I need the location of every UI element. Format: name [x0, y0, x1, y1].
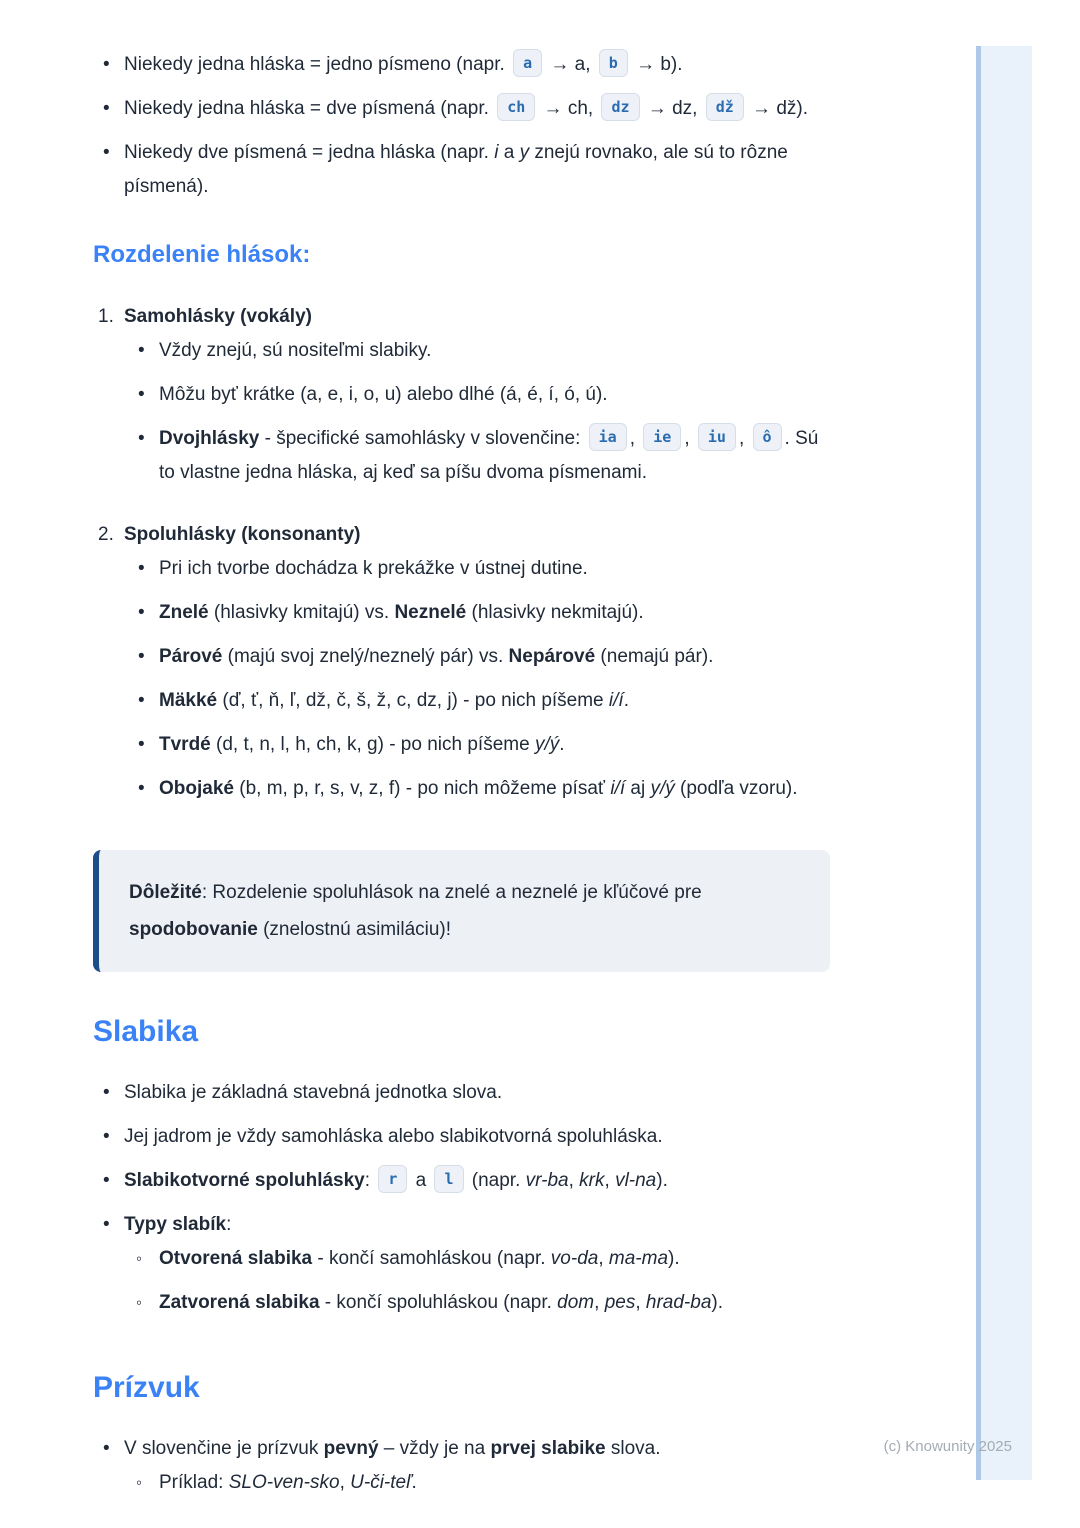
- list-item: [124, 422, 830, 490]
- text-segment: :: [364, 1170, 376, 1191]
- list-item-body: [159, 728, 830, 762]
- bullet-marker: •: [138, 340, 145, 361]
- text-segment: Slabika je základná stavebná jednotka slova.: [124, 1082, 503, 1103]
- text-segment: (d, t, n, l, h, ch, k, g) - po nich píšeme: [210, 734, 535, 755]
- text-segment: → ch,: [538, 98, 599, 119]
- text-segment: → dz,: [642, 98, 703, 119]
- text-segment: (b, m, p, r, s, v, z, f) - po nich môžeme písať: [233, 778, 611, 799]
- text-segment: vo-da: [550, 1248, 599, 1269]
- bullet-list: [93, 1076, 830, 1330]
- bullet-marker: •: [103, 142, 110, 163]
- bullet-marker: •: [103, 98, 110, 119]
- bullet-marker: ◦: [136, 1249, 143, 1268]
- text-segment: vl-na: [615, 1170, 657, 1191]
- text-segment: Obojaké: [159, 778, 234, 799]
- bullet-marker: •: [138, 778, 145, 799]
- list-item-body: [159, 684, 830, 718]
- text-line: [159, 422, 830, 490]
- text-segment: i: [494, 142, 499, 163]
- text-segment: a: [498, 142, 520, 163]
- code-chip: a: [513, 49, 542, 77]
- list-item-body: [159, 1242, 830, 1276]
- text-segment: Samohlásky (vokály): [124, 306, 312, 327]
- section-heading: Rozdelenie hlások:: [93, 241, 311, 268]
- text-segment: ,: [339, 1472, 351, 1493]
- text-line: [124, 1432, 830, 1466]
- text-segment: :: [226, 1214, 232, 1235]
- text-segment: (napr.: [466, 1170, 526, 1191]
- text-segment: ).: [711, 1292, 724, 1313]
- list-item: [93, 136, 830, 204]
- code-chip: l: [434, 1165, 463, 1193]
- text-segment: y/ý: [650, 778, 675, 799]
- text-segment: Pri ich tvorbe dochádza k prekážke v ústnej dutine.: [159, 558, 588, 579]
- list-item-body: [124, 136, 830, 204]
- list-item-body: [124, 1208, 830, 1330]
- text-segment: Typy slabík: [124, 1214, 227, 1235]
- text-segment: Môžu byť krátke (a, e, i, o, u) alebo dlhé (á, é, í, ó, ú).: [159, 384, 608, 405]
- text-segment: slova.: [605, 1438, 661, 1459]
- code-chip: r: [378, 1165, 407, 1193]
- list-item: [124, 1242, 830, 1276]
- text-line: [124, 1164, 830, 1198]
- text-segment: ,: [635, 1292, 646, 1313]
- bullet-marker: •: [103, 1082, 110, 1103]
- text-segment: Dôležité: [129, 882, 202, 903]
- text-segment: → a,: [545, 54, 596, 75]
- text-segment: Znelé: [159, 602, 209, 623]
- text-segment: Otvorená slabika: [159, 1248, 313, 1269]
- text-segment: (podľa vzoru).: [674, 778, 798, 799]
- list-item: [93, 1432, 830, 1510]
- text-line: [159, 772, 830, 806]
- text-segment: Slabikotvorné spoluhlásky: [124, 1170, 365, 1191]
- document-content: [93, 48, 830, 1520]
- list-item-body: [124, 1076, 830, 1110]
- list-item: [124, 552, 830, 586]
- text-segment: Nepárové: [508, 646, 596, 667]
- text-segment: ,: [604, 1170, 616, 1191]
- list-item: [93, 92, 830, 126]
- text-segment: Vždy znejú, sú nositeľmi slabiky.: [159, 340, 432, 361]
- text-segment: (hlasivky kmitajú) vs.: [208, 602, 395, 623]
- text-line: [124, 518, 830, 552]
- text-line: [124, 300, 830, 334]
- text-segment: ,: [629, 428, 641, 449]
- bullet-marker: •: [138, 384, 145, 405]
- text-segment: . Sú to vlastne jedna hláska, aj keď sa píšu dvoma písmenami.: [159, 428, 819, 483]
- text-segment: Jej jadrom je vždy samohláska alebo slabikotvorná spoluhláska.: [124, 1126, 663, 1147]
- bullet-marker: •: [138, 428, 145, 449]
- text-line: [159, 1242, 830, 1276]
- list-item-body: [159, 1466, 830, 1500]
- sub-list: [124, 334, 830, 490]
- text-segment: Párové: [159, 646, 223, 667]
- text-segment: U-či-teľ: [350, 1472, 412, 1493]
- text-line: [159, 1466, 830, 1500]
- text-segment: krk: [579, 1170, 605, 1191]
- text-line: [159, 684, 830, 718]
- text-segment: y: [519, 142, 530, 163]
- text-segment: spodobovanie: [129, 919, 258, 940]
- text-segment: (hlasivky nekmitajú).: [466, 602, 644, 623]
- text-segment: ,: [594, 1292, 605, 1313]
- code-chip: ô: [753, 423, 782, 451]
- list-item: [93, 518, 830, 816]
- text-line: [159, 378, 830, 412]
- text-segment: y/ý: [534, 734, 560, 755]
- text-segment: prvej slabike: [490, 1438, 606, 1459]
- list-item-body: [124, 1164, 830, 1198]
- text-segment: ,: [598, 1248, 609, 1269]
- text-line: [124, 1208, 830, 1242]
- text-segment: - končí spoluhláskou (napr.: [319, 1292, 558, 1313]
- text-line: [129, 874, 800, 948]
- text-line: [124, 136, 830, 204]
- text-segment: znejú rovnako, ale sú to rôzne písmená).: [124, 142, 788, 197]
- text-segment: Dvojhlásky: [159, 428, 260, 449]
- list-item: [124, 640, 830, 674]
- text-segment: pevný: [323, 1438, 379, 1459]
- text-segment: (ď, ť, ň, ľ, dž, č, š, ž, c, dz, j) - po nich píšeme: [217, 690, 609, 711]
- text-segment: Mäkké: [159, 690, 218, 711]
- text-line: [159, 728, 830, 762]
- sub-list: [124, 1242, 830, 1320]
- text-segment: ,: [568, 1170, 580, 1191]
- text-segment: Niekedy jedna hláska = dve písmená (napr.: [124, 98, 495, 119]
- list-item-body: [124, 300, 830, 500]
- list-item: [93, 1208, 830, 1330]
- bullet-marker: •: [103, 1126, 110, 1147]
- list-item-body: [124, 48, 830, 82]
- list-item-body: [124, 92, 830, 126]
- list-item: [124, 378, 830, 412]
- text-segment: hrad-ba: [645, 1292, 712, 1313]
- text-segment: → b).: [630, 54, 683, 75]
- bullet-marker: •: [138, 690, 145, 711]
- bullet-marker: •: [138, 602, 145, 623]
- list-item-body: [159, 422, 830, 490]
- list-item: [124, 1466, 830, 1500]
- text-segment: .: [411, 1472, 417, 1493]
- text-line: [124, 1120, 830, 1154]
- section-heading: Slabika: [93, 1015, 199, 1048]
- list-item-body: [159, 772, 830, 806]
- bullet-marker: 2.: [98, 524, 114, 545]
- list-item-body: [159, 334, 830, 368]
- text-segment: ).: [668, 1248, 680, 1269]
- text-segment: → dž).: [746, 98, 808, 119]
- text-segment: (majú svoj znelý/neznelý pár) vs.: [222, 646, 509, 667]
- text-line: [124, 48, 830, 82]
- text-segment: .: [623, 690, 629, 711]
- list-item: [93, 300, 830, 500]
- text-segment: .: [559, 734, 565, 755]
- text-segment: pes: [604, 1292, 636, 1313]
- text-segment: Príklad:: [159, 1472, 229, 1493]
- text-segment: i/í: [610, 778, 626, 799]
- list-item: [93, 1076, 830, 1110]
- text-segment: – vždy je na: [378, 1438, 491, 1459]
- list-item: [124, 684, 830, 718]
- sub-list: [124, 552, 830, 806]
- text-segment: SLO-ven-sko: [228, 1472, 340, 1493]
- watermark: (c) Knowunity 2025: [883, 1438, 1012, 1455]
- text-segment: Niekedy jedna hláska = jedno písmeno (napr.: [124, 54, 511, 75]
- text-segment: ,: [684, 428, 695, 449]
- code-chip: dž: [706, 93, 744, 121]
- text-segment: Spoluhlásky (konsonanty): [124, 524, 361, 545]
- text-segment: aj: [625, 778, 651, 799]
- text-segment: Niekedy dve písmená = jedna hláska (napr.: [124, 142, 495, 163]
- list-item: [93, 1164, 830, 1198]
- text-line: [159, 596, 830, 630]
- list-item: [124, 334, 830, 368]
- text-line: [159, 1286, 830, 1320]
- bullet-marker: •: [103, 1214, 110, 1235]
- list-item: [124, 728, 830, 762]
- text-segment: ma-ma: [608, 1248, 669, 1269]
- text-segment: - končí samohláskou (napr.: [312, 1248, 551, 1269]
- code-chip: ch: [497, 93, 535, 121]
- text-segment: vr-ba: [525, 1170, 569, 1191]
- bullet-marker: •: [103, 1170, 110, 1191]
- text-line: [159, 640, 830, 674]
- list-item: [93, 48, 830, 82]
- bullet-marker: •: [138, 558, 145, 579]
- list-item-body: [159, 378, 830, 412]
- list-item: [124, 772, 830, 806]
- page-edge-strip: [976, 46, 1032, 1480]
- callout-important: [93, 850, 830, 972]
- text-line: [159, 334, 830, 368]
- text-segment: (znelostnú asimiláciu)!: [257, 919, 452, 940]
- text-line: [124, 1076, 830, 1110]
- text-line: [159, 552, 830, 586]
- text-segment: Zatvorená slabika: [159, 1292, 320, 1313]
- code-chip: b: [599, 49, 628, 77]
- list-item-body: [159, 1286, 830, 1320]
- bullet-marker: •: [103, 1438, 110, 1459]
- text-line: [124, 92, 830, 126]
- text-segment: : Rozdelenie spoluhlások na znelé a neznelé je kľúčové pre: [201, 882, 702, 903]
- text-segment: i/í: [608, 690, 624, 711]
- text-segment: V slovenčine je prízvuk: [124, 1438, 324, 1459]
- list-item-body: [159, 640, 830, 674]
- text-segment: Tvrdé: [159, 734, 211, 755]
- bullet-marker: •: [138, 734, 145, 755]
- list-item: [93, 1120, 830, 1154]
- text-segment: a: [410, 1170, 432, 1191]
- list-item: [124, 596, 830, 630]
- text-segment: ,: [738, 428, 750, 449]
- bullet-list: [93, 48, 830, 204]
- text-segment: ).: [656, 1170, 668, 1191]
- bullet-marker: ◦: [136, 1293, 143, 1312]
- bullet-list: [93, 1432, 830, 1510]
- list-item-body: [159, 552, 830, 586]
- bullet-marker: •: [103, 54, 110, 75]
- code-chip: ie: [643, 423, 681, 451]
- sub-list: [124, 1466, 830, 1500]
- text-segment: dom: [557, 1292, 595, 1313]
- numbered-list: [93, 300, 830, 816]
- text-segment: (nemajú pár).: [595, 646, 714, 667]
- list-item: [124, 1286, 830, 1320]
- code-chip: dz: [601, 93, 639, 121]
- text-segment: - špecifické samohlásky v slovenčine:: [259, 428, 586, 449]
- bullet-marker: •: [138, 646, 145, 667]
- text-segment: Neznelé: [394, 602, 467, 623]
- bullet-marker: ◦: [136, 1473, 143, 1492]
- list-item-body: [124, 518, 830, 816]
- list-item-body: [159, 596, 830, 630]
- bullet-marker: 1.: [98, 306, 114, 327]
- list-item-body: [124, 1432, 830, 1510]
- code-chip: ia: [589, 423, 627, 451]
- list-item-body: [124, 1120, 830, 1154]
- section-heading: Prízvuk: [93, 1371, 200, 1404]
- code-chip: iu: [698, 423, 736, 451]
